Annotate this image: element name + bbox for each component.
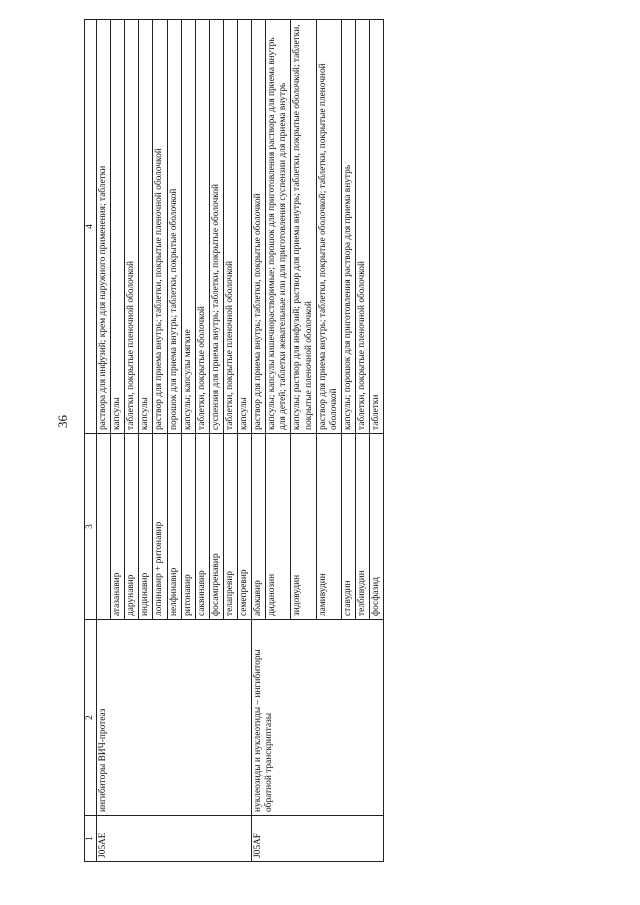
dosage-forms-cell: капсулы; капсулы кишечнорастворимые; порошок для приготовления раствора для приема внутрь для детей; таблетки жевательные или для приготовления суспензии для приема внутрь [266,20,291,434]
drug-name-cell: фосфазид [369,434,383,620]
group-name-cell: ингибиторы ВИЧ-протеаз [97,620,252,816]
dosage-forms-cell: таблетки [369,20,383,434]
drug-name-cell: фосампренавир [209,434,223,620]
drug-name-cell: ставудин [341,434,355,620]
column-header-1: 1 [85,816,97,862]
dosage-forms-cell: капсулы [238,20,252,434]
drug-name-cell: лопинавир + ритонавир [153,434,167,620]
dosage-forms-cell: раствор для приема внутрь; таблетки, покрытые оболочкой [252,20,266,434]
dosage-forms-cell: капсулы [111,20,125,434]
group-name-cell: нуклеозиды и нуклеотиды – ингибиторы обратной транскриптазы [252,620,384,816]
table-row [97,20,111,862]
drug-name-cell: телбивудин [355,434,369,620]
drug-table [84,19,384,862]
drug-name-cell: ламивудин [316,434,341,620]
header-row [85,20,97,862]
dosage-forms-cell: капсулы; раствор для инфузий; раствор для приема внутрь; таблетки, покрытые оболочкой; таблетки, покрытые пленочной оболочкой [291,20,316,434]
drug-name-cell: семепревир [238,434,252,620]
dosage-forms-cell: таблетки, покрытые пленочной оболочкой [223,20,237,434]
drug-name-cell: атазанавир [111,434,125,620]
dosage-forms-cell: суспензия для приема внутрь; таблетки, покрытые оболочкой [209,20,223,434]
drug-name-cell: абакавир [252,434,266,620]
dosage-forms-cell: капсулы; порошок для приготовления раствора для приема внутрь [341,20,355,434]
drug-name-cell: нелфинавир [167,434,181,620]
dosage-forms-cell: таблетки, покрытые оболочкой [195,20,209,434]
dosage-forms-cell: раствора для инфузий; крем для наружного применения; таблетки [97,20,111,434]
drug-table-container [84,20,606,862]
dosage-forms-cell: раствор для приема внутрь; таблетки, покрытые оболочкой; таблетки, покрытые пленочной оболочкой [316,20,341,434]
atc-code-cell: J05AF [252,816,384,862]
drug-name-cell: телапревир [223,434,237,620]
dosage-forms-cell: порошок для приема внутрь; таблетки, покрытые оболочкой [167,20,181,434]
page-number: 36 [55,415,70,428]
drug-name-cell: ритонавир [181,434,195,620]
column-header-3: 3 [85,434,97,620]
drug-name-cell [97,434,111,620]
drug-name-cell: диданозин [266,434,291,620]
drug-name-cell: зидовудин [291,434,316,620]
dosage-forms-cell: капсулы; капсулы мягкие [181,20,195,434]
dosage-forms-cell: таблетки, покрытые пленочной оболочкой [125,20,139,434]
table-body [97,20,384,862]
drug-name-cell: индинавир [139,434,153,620]
atc-code-cell: J05AE [97,816,252,862]
column-header-2: 2 [85,620,97,816]
column-header-4: 4 [85,20,97,434]
dosage-forms-cell: капсулы [139,20,153,434]
dosage-forms-cell: раствор для приема внутрь; таблетки, покрытые пленочной оболочкой [153,20,167,434]
drug-name-cell: саквинавир [195,434,209,620]
dosage-forms-cell: таблетки, покрытые пленочной оболочкой [355,20,369,434]
table-row [252,20,266,862]
drug-name-cell: дарунавир [125,434,139,620]
